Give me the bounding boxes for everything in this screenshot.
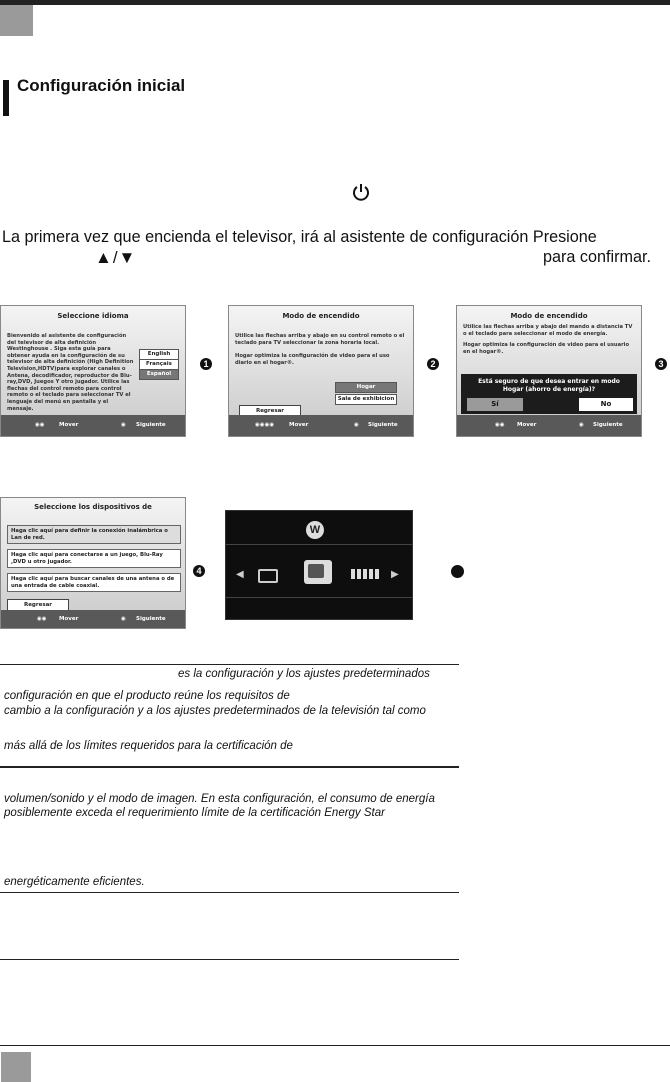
screen-title: Seleccione idioma: [57, 312, 129, 320]
option-hogar[interactable]: Hogar: [335, 382, 397, 393]
screen-language: [0, 305, 186, 437]
screen-text: Utilice las flechas arriba y abajo en su control remoto o el teclado para TV seleccionar la zona horaria local.: [235, 333, 405, 346]
footer-next: Siguiente: [136, 616, 166, 622]
ok-icon: ◉: [121, 616, 126, 622]
note-line: más allá de los límites requeridos para la certificación de: [4, 740, 293, 752]
section-marker: [3, 80, 9, 116]
antenna-signal-icon[interactable]: [351, 569, 379, 579]
table-rule: [0, 959, 459, 960]
home-screen: [225, 510, 413, 620]
note-line: es la configuración y los ajustes predeterminados: [178, 668, 430, 680]
note-line: cambio a la configuración y a los ajustes predeterminados de la televisión tal como: [4, 705, 426, 717]
tv-input-icon[interactable]: [258, 569, 278, 583]
divider: [226, 597, 412, 598]
nav-arrows-icon: ◉◉: [35, 422, 45, 428]
screen-footer: [457, 415, 641, 436]
screen-power-confirm: [456, 305, 642, 437]
arrow-keys-icon: ▲/▼: [95, 248, 137, 267]
footer-move: Mover: [59, 616, 79, 622]
footer-move: Mover: [289, 422, 309, 428]
antenna-option[interactable]: Haga clic aquí para buscar canales de una antena o de una entrada de cable coaxial.: [7, 573, 181, 592]
chapter-tab: [0, 5, 33, 36]
option-english[interactable]: English: [139, 349, 179, 360]
nav-arrows-icon: ◉◉◉◉: [255, 422, 275, 428]
step-marker-1: 1: [200, 358, 212, 370]
tv-selected-icon[interactable]: [304, 560, 332, 584]
device-option[interactable]: Haga clic aquí para conectarse a un juego, Blu-Ray ,DVD u otro jugador.: [7, 549, 181, 568]
note-line: energéticamente eficientes.: [4, 876, 145, 888]
screen-text: Bienvenido al asistente de configuración del televisor de alta definición Westinghouse . Siga esta guía para obtener ayuda en la configuración de su televisor de alta definición (High Definition Television,HDTV)para explorar canales o Antena, decodificador, reproductor de Blu-ray,DVD, Juegos Y otro jugador. Utilice las flechas del control remoto para control remoto o el teclado para seleccionar TV el lenguaje del menú en pantalla y el mensaje.: [7, 333, 134, 412]
left-arrow-icon[interactable]: ◀: [236, 569, 244, 580]
table-rule: [0, 664, 459, 665]
divider: [226, 544, 412, 545]
screen-title: Modo de encendido: [510, 312, 588, 320]
footer-next: Siguiente: [136, 422, 166, 428]
yes-button[interactable]: Sí: [467, 398, 523, 411]
screen-devices: [0, 497, 186, 629]
back-button[interactable]: Regresar: [7, 599, 69, 611]
westinghouse-logo-icon: W: [306, 521, 324, 539]
ok-icon: ◉: [579, 422, 584, 428]
footer-next: Siguiente: [593, 422, 623, 428]
footer-move: Mover: [517, 422, 537, 428]
option-francais[interactable]: Français: [139, 359, 179, 370]
screen-text: Hogar optimiza la configuración de video para el usuario en el hogar®.: [463, 342, 630, 355]
screen-footer: [1, 610, 185, 628]
table-rule: [0, 766, 459, 768]
note-line: posiblemente exceda el requerimiento límite de la certificación Energy Star: [4, 807, 385, 819]
footer-rule: [0, 1045, 670, 1046]
confirm-text: para confirmar.: [543, 248, 651, 266]
option-sala-exhibicion[interactable]: Sala de exhibicion: [335, 394, 397, 405]
no-button[interactable]: No: [579, 398, 633, 411]
confirm-dialog: [461, 374, 637, 414]
dialog-line: Hogar (ahorro de energía)?: [502, 386, 596, 393]
table-rule: [0, 892, 459, 893]
screen-footer: [1, 415, 185, 436]
screen-footer: [229, 415, 413, 436]
section-title: Configuración inicial: [17, 76, 186, 95]
power-icon: [351, 182, 371, 202]
back-button[interactable]: Regresar: [239, 405, 301, 417]
step-marker-4: 4: [193, 565, 205, 577]
network-option[interactable]: Haga clic aquí para definir la conexión inalámbrica o Lan de red.: [7, 525, 181, 544]
screen-text: Hogar optimiza la configuración de video para el uso diario en el hogar®.: [235, 353, 390, 366]
note-line: volumen/sonido y el modo de imagen. En esta configuración, el consumo de energía: [4, 793, 435, 805]
step-marker-5: [451, 565, 464, 578]
screen-title: Seleccione los dispositivos de: [34, 503, 152, 511]
footer-move: Mover: [59, 422, 79, 428]
footer-next: Siguiente: [368, 422, 398, 428]
screen-text: Utilice las flechas arriba y abajo del mando a distancia TV o el teclado para seleccionar el modo de energía.: [463, 324, 633, 337]
intro-line: La primera vez que encienda el televisor, irá al asistente de configuración Presione: [2, 228, 597, 246]
page-number-box: [1, 1052, 31, 1082]
option-espanol[interactable]: Español: [139, 369, 179, 380]
step-marker-2: 2: [427, 358, 439, 370]
screen-title: Modo de encendido: [282, 312, 360, 320]
ok-icon: ◉: [121, 422, 126, 428]
screen-power-mode: [228, 305, 414, 437]
ok-icon: ◉: [354, 422, 359, 428]
step-marker-3: 3: [655, 358, 667, 370]
note-line: configuración en que el producto reúne los requisitos de: [4, 690, 290, 702]
top-bar: [0, 0, 670, 5]
nav-arrows-icon: ◉◉: [495, 422, 505, 428]
dialog-line: Está seguro de que desea entrar en modo: [478, 378, 620, 385]
nav-arrows-icon: ◉◉: [37, 616, 47, 622]
right-arrow-icon[interactable]: ▶: [391, 569, 399, 580]
